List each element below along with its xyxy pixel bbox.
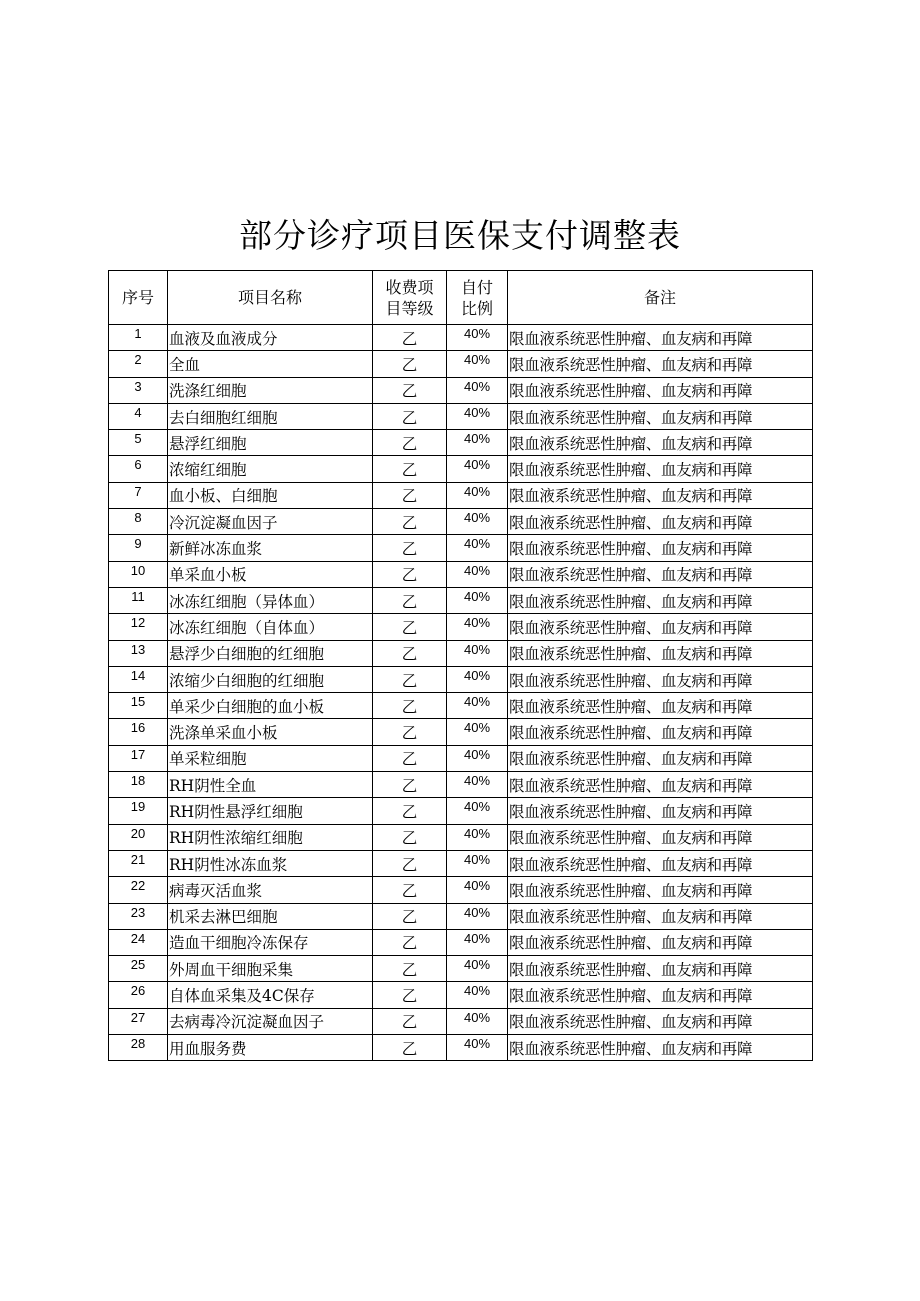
page-title: 部分诊疗项目医保支付调整表: [239, 216, 681, 255]
cell-note: 限血液系统恶性肿瘤、血友病和再障: [508, 1008, 813, 1034]
cell-ratio: 40%: [447, 351, 508, 377]
cell-no: 3: [109, 377, 168, 403]
cell-note: 限血液系统恶性肿瘤、血友病和再障: [508, 587, 813, 613]
table-row: [109, 929, 813, 955]
cell-ratio: 40%: [447, 850, 508, 876]
cell-note: 限血液系统恶性肿瘤、血友病和再障: [508, 614, 813, 640]
cell-ratio: 40%: [447, 430, 508, 456]
cell-no: 18: [109, 772, 168, 798]
cell-name: 造血干细胞冷冻保存: [168, 929, 373, 955]
cell-grade: 乙: [373, 640, 447, 666]
table-row: [109, 693, 813, 719]
cell-note: 限血液系统恶性肿瘤、血友病和再障: [508, 325, 813, 351]
cell-name: RH阴性悬浮红细胞: [168, 798, 373, 824]
cell-no: 25: [109, 956, 168, 982]
cell-grade: 乙: [373, 377, 447, 403]
cell-grade: 乙: [373, 956, 447, 982]
cell-name: 去白细胞红细胞: [168, 403, 373, 429]
table-header-row: [109, 271, 813, 325]
cell-grade: 乙: [373, 772, 447, 798]
cell-name: 血小板、白细胞: [168, 482, 373, 508]
cell-ratio: 40%: [447, 1035, 508, 1061]
cell-name: RH阴性全血: [168, 772, 373, 798]
table-row: [109, 377, 813, 403]
cell-no: 20: [109, 824, 168, 850]
cell-ratio: 40%: [447, 561, 508, 587]
cell-note: 限血液系统恶性肿瘤、血友病和再障: [508, 982, 813, 1008]
cell-note: 限血液系统恶性肿瘤、血友病和再障: [508, 929, 813, 955]
cell-ratio: 40%: [447, 929, 508, 955]
table-row: [109, 745, 813, 771]
cell-grade: 乙: [373, 877, 447, 903]
cell-grade: 乙: [373, 1035, 447, 1061]
cell-no: 11: [109, 587, 168, 613]
cell-grade: 乙: [373, 403, 447, 429]
cell-grade: 乙: [373, 850, 447, 876]
cell-name: 新鲜冰冻血浆: [168, 535, 373, 561]
cell-no: 10: [109, 561, 168, 587]
adjustment-table: [108, 270, 813, 1061]
cell-note: 限血液系统恶性肿瘤、血友病和再障: [508, 824, 813, 850]
cell-note: 限血液系统恶性肿瘤、血友病和再障: [508, 745, 813, 771]
header-ratio: [447, 271, 508, 325]
table-row: [109, 325, 813, 351]
cell-name: 血液及血液成分: [168, 325, 373, 351]
cell-ratio: 40%: [447, 509, 508, 535]
cell-no: 22: [109, 877, 168, 903]
cell-grade: 乙: [373, 456, 447, 482]
table-row: [109, 535, 813, 561]
cell-note: 限血液系统恶性肿瘤、血友病和再障: [508, 640, 813, 666]
cell-no: 28: [109, 1035, 168, 1061]
cell-no: 21: [109, 850, 168, 876]
table-row: [109, 456, 813, 482]
cell-note: 限血液系统恶性肿瘤、血友病和再障: [508, 509, 813, 535]
cell-grade: 乙: [373, 745, 447, 771]
cell-ratio: 40%: [447, 535, 508, 561]
table-row: [109, 772, 813, 798]
cell-name: 悬浮红细胞: [168, 430, 373, 456]
cell-no: 24: [109, 929, 168, 955]
cell-name: 病毒灭活血浆: [168, 877, 373, 903]
cell-grade: 乙: [373, 351, 447, 377]
table-row: [109, 614, 813, 640]
cell-no: 13: [109, 640, 168, 666]
cell-note: 限血液系统恶性肿瘤、血友病和再障: [508, 693, 813, 719]
cell-grade: 乙: [373, 587, 447, 613]
cell-name: 单采少白细胞的血小板: [168, 693, 373, 719]
table-row: [109, 824, 813, 850]
cell-name: 外周血干细胞采集: [168, 956, 373, 982]
cell-no: 5: [109, 430, 168, 456]
table-row: [109, 509, 813, 535]
cell-ratio: 40%: [447, 482, 508, 508]
table-row: [109, 403, 813, 429]
table-row: [109, 666, 813, 692]
table-row: [109, 1035, 813, 1061]
cell-grade: 乙: [373, 929, 447, 955]
table-row: [109, 1008, 813, 1034]
cell-note: 限血液系统恶性肿瘤、血友病和再障: [508, 903, 813, 929]
cell-grade: 乙: [373, 614, 447, 640]
cell-name: 全血: [168, 351, 373, 377]
header-ratio-line1: 自付: [460, 277, 493, 297]
cell-note: 限血液系统恶性肿瘤、血友病和再障: [508, 956, 813, 982]
cell-ratio: 40%: [447, 1008, 508, 1034]
cell-ratio: 40%: [447, 719, 508, 745]
cell-grade: 乙: [373, 666, 447, 692]
header-ratio-line2: 比例: [460, 298, 493, 318]
cell-ratio: 40%: [447, 614, 508, 640]
cell-name: 冰冻红细胞（异体血）: [168, 587, 373, 613]
cell-ratio: 40%: [447, 403, 508, 429]
cell-grade: 乙: [373, 325, 447, 351]
cell-ratio: 40%: [447, 377, 508, 403]
table-row: [109, 719, 813, 745]
cell-no: 17: [109, 745, 168, 771]
cell-ratio: 40%: [447, 745, 508, 771]
cell-grade: 乙: [373, 561, 447, 587]
cell-grade: 乙: [373, 430, 447, 456]
cell-note: 限血液系统恶性肿瘤、血友病和再障: [508, 535, 813, 561]
cell-note: 限血液系统恶性肿瘤、血友病和再障: [508, 850, 813, 876]
table-row: [109, 798, 813, 824]
cell-note: 限血液系统恶性肿瘤、血友病和再障: [508, 798, 813, 824]
cell-name: 机采去淋巴细胞: [168, 903, 373, 929]
cell-grade: 乙: [373, 824, 447, 850]
cell-grade: 乙: [373, 509, 447, 535]
cell-name: 洗涤单采血小板: [168, 719, 373, 745]
cell-no: 2: [109, 351, 168, 377]
table-row: [109, 351, 813, 377]
header-grade-line1: 收费项: [385, 277, 434, 297]
cell-no: 8: [109, 509, 168, 535]
cell-no: 15: [109, 693, 168, 719]
cell-name: 自体血采集及4C保存: [168, 982, 373, 1008]
cell-note: 限血液系统恶性肿瘤、血友病和再障: [508, 377, 813, 403]
cell-grade: 乙: [373, 798, 447, 824]
cell-ratio: 40%: [447, 772, 508, 798]
cell-no: 23: [109, 903, 168, 929]
cell-ratio: 40%: [447, 877, 508, 903]
cell-ratio: 40%: [447, 798, 508, 824]
cell-note: 限血液系统恶性肿瘤、血友病和再障: [508, 351, 813, 377]
cell-no: 12: [109, 614, 168, 640]
cell-note: 限血液系统恶性肿瘤、血友病和再障: [508, 403, 813, 429]
cell-note: 限血液系统恶性肿瘤、血友病和再障: [508, 719, 813, 745]
cell-ratio: 40%: [447, 824, 508, 850]
cell-ratio: 40%: [447, 956, 508, 982]
cell-ratio: 40%: [447, 666, 508, 692]
cell-ratio: 40%: [447, 587, 508, 613]
cell-grade: 乙: [373, 693, 447, 719]
cell-no: 6: [109, 456, 168, 482]
cell-grade: 乙: [373, 982, 447, 1008]
cell-no: 9: [109, 535, 168, 561]
cell-note: 限血液系统恶性肿瘤、血友病和再障: [508, 666, 813, 692]
cell-grade: 乙: [373, 1008, 447, 1034]
cell-no: 27: [109, 1008, 168, 1034]
header-grade-line2: 目等级: [385, 298, 434, 318]
header-grade: [373, 271, 447, 325]
cell-note: 限血液系统恶性肿瘤、血友病和再障: [508, 1035, 813, 1061]
cell-note: 限血液系统恶性肿瘤、血友病和再障: [508, 456, 813, 482]
cell-note: 限血液系统恶性肿瘤、血友病和再障: [508, 772, 813, 798]
cell-name: 浓缩红细胞: [168, 456, 373, 482]
cell-grade: 乙: [373, 535, 447, 561]
cell-no: 4: [109, 403, 168, 429]
table-row: [109, 640, 813, 666]
cell-ratio: 40%: [447, 456, 508, 482]
cell-ratio: 40%: [447, 693, 508, 719]
cell-name: RH阴性冰冻血浆: [168, 850, 373, 876]
table-row: [109, 482, 813, 508]
cell-no: 16: [109, 719, 168, 745]
cell-no: 7: [109, 482, 168, 508]
cell-name: 洗涤红细胞: [168, 377, 373, 403]
table-row: [109, 561, 813, 587]
cell-ratio: 40%: [447, 325, 508, 351]
cell-name: 用血服务费: [168, 1035, 373, 1061]
header-no: 序号: [109, 271, 168, 325]
cell-name: 冰冻红细胞（自体血）: [168, 614, 373, 640]
cell-grade: 乙: [373, 903, 447, 929]
table-row: [109, 982, 813, 1008]
cell-name: 冷沉淀凝血因子: [168, 509, 373, 535]
cell-ratio: 40%: [447, 640, 508, 666]
cell-name: 悬浮少白细胞的红细胞: [168, 640, 373, 666]
cell-no: 26: [109, 982, 168, 1008]
table-row: [109, 956, 813, 982]
table-row: [109, 903, 813, 929]
cell-grade: 乙: [373, 482, 447, 508]
cell-note: 限血液系统恶性肿瘤、血友病和再障: [508, 561, 813, 587]
table-row: [109, 877, 813, 903]
cell-note: 限血液系统恶性肿瘤、血友病和再障: [508, 877, 813, 903]
cell-no: 19: [109, 798, 168, 824]
cell-no: 1: [109, 325, 168, 351]
cell-ratio: 40%: [447, 903, 508, 929]
cell-no: 14: [109, 666, 168, 692]
table-row: [109, 587, 813, 613]
header-note: 备注: [508, 271, 813, 325]
table-row: [109, 430, 813, 456]
cell-name: RH阴性浓缩红细胞: [168, 824, 373, 850]
cell-name: 浓缩少白细胞的红细胞: [168, 666, 373, 692]
header-name: 项目名称: [168, 271, 373, 325]
cell-name: 单采粒细胞: [168, 745, 373, 771]
cell-name: 去病毒冷沉淀凝血因子: [168, 1008, 373, 1034]
table-row: [109, 850, 813, 876]
cell-note: 限血液系统恶性肿瘤、血友病和再障: [508, 430, 813, 456]
table-body: [109, 325, 813, 1061]
cell-note: 限血液系统恶性肿瘤、血友病和再障: [508, 482, 813, 508]
cell-name: 单采血小板: [168, 561, 373, 587]
cell-grade: 乙: [373, 719, 447, 745]
cell-ratio: 40%: [447, 982, 508, 1008]
